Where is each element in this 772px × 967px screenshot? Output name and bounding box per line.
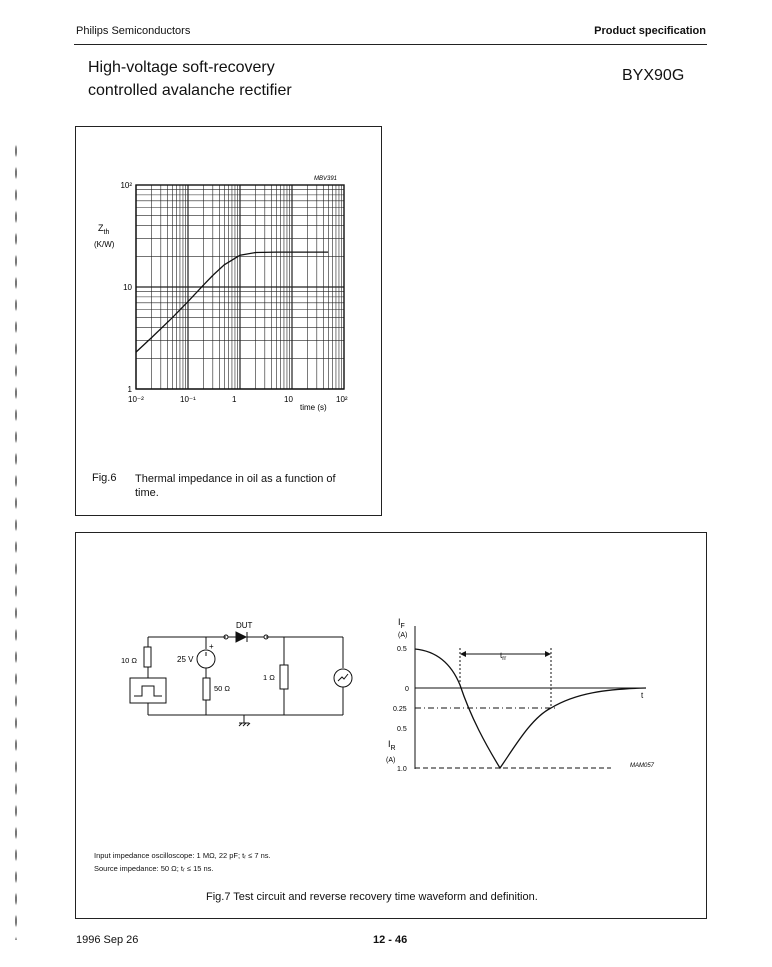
fig6-x-tick-label: 1 [232, 395, 237, 404]
recovery-waveform [415, 649, 646, 768]
fig6-tick-labels [120, 181, 347, 404]
test-circuit [130, 632, 352, 726]
y-tick-0: 0 [405, 686, 409, 693]
fig6-x-tick-label: 10² [336, 395, 348, 404]
waveform-axes [415, 626, 646, 769]
fig6-y-label: $Z_{th}$ [98, 223, 110, 236]
fig6-y-unit: (K/W) [94, 240, 115, 249]
fig6-chart [76, 127, 381, 515]
r-series-label: 10 Ω [121, 656, 138, 665]
pulse-generator [130, 678, 166, 703]
scope-trace [338, 674, 348, 681]
r-load-label: 1 Ω [263, 673, 275, 682]
pulse-symbol [134, 686, 162, 696]
trr-arrowhead-right [545, 651, 551, 657]
fig6-panel [75, 126, 382, 516]
fig6-x-tick-label: 10⁻² [128, 395, 144, 404]
measurement-notes [94, 849, 271, 875]
fig6-caption-line-1: Thermal impedance in oil as a function of [135, 473, 336, 485]
source-plus-label: + [209, 642, 214, 651]
ir-unit: (A) [386, 757, 396, 764]
trr-label: $t_{rr}$ [500, 651, 507, 662]
fig6-x-tick-label: 10 [284, 395, 293, 404]
title-line-2: controlled avalanche rectifier [88, 82, 292, 99]
issue-date: 1996 Sep 26 [76, 934, 139, 946]
fig7-caption: Fig.7 Test circuit and reverse recovery time waveform and definition. [206, 891, 538, 903]
fig6-y-tick-label: 1 [127, 385, 132, 394]
fig6-caption-line-2: time. [135, 487, 159, 499]
title-line-1: High-voltage soft-recovery [88, 59, 275, 76]
company-name: Philips Semiconductors [76, 25, 191, 37]
document-title [88, 56, 292, 102]
resistor-50-ohm [203, 678, 210, 700]
y-tick-ir-025: 0.25 [393, 706, 407, 713]
fig6-x-tick-label: 10⁻¹ [180, 395, 196, 404]
y-tick-ir-05: 0.5 [397, 726, 407, 733]
fig6-y-tick-label: 10 [123, 283, 132, 292]
fig7-panel [75, 532, 707, 919]
waveform-code: MAM057 [630, 763, 655, 769]
r-50-label: 50 Ω [214, 684, 231, 693]
if-unit: (A) [398, 632, 408, 639]
note-line-2: Source impedance: 50 Ω; tᵣ ≤ 15 ns. [94, 864, 214, 873]
diode-triangle [236, 632, 246, 642]
trr-arrowhead-left [460, 651, 466, 657]
header-divider [74, 44, 707, 45]
fig6-caption [135, 472, 375, 500]
if-label: $I_F$ [398, 617, 405, 630]
fig6-caption-label: Fig.6 [92, 472, 117, 484]
fig6-y-tick-label: 10² [120, 181, 132, 190]
resistor-10-ohm [144, 647, 151, 667]
y-tick-ir-10: 1.0 [397, 766, 407, 773]
note-line-1: Input impedance oscilloscope: 1 MΩ, 22 pF; tᵣ ≤ 7 ns. [94, 851, 271, 860]
part-number: BYX90G [622, 67, 685, 84]
fig6-x-label: time (s) [300, 403, 327, 412]
ir-label: $I_R$ [388, 739, 396, 752]
dut-label: DUT [236, 621, 253, 630]
margin-scan-dots [14, 140, 18, 940]
fig6-grid [136, 185, 344, 389]
source-voltage-label: 25 V [177, 655, 194, 664]
y-tick-if-05: 0.5 [397, 646, 407, 653]
page-number: 12 - 46 [373, 934, 408, 946]
document-type: Product specification [594, 25, 706, 37]
resistor-1-ohm [280, 665, 288, 689]
fig6-code: MBV391 [314, 176, 338, 182]
t-axis-label: t [641, 691, 644, 700]
